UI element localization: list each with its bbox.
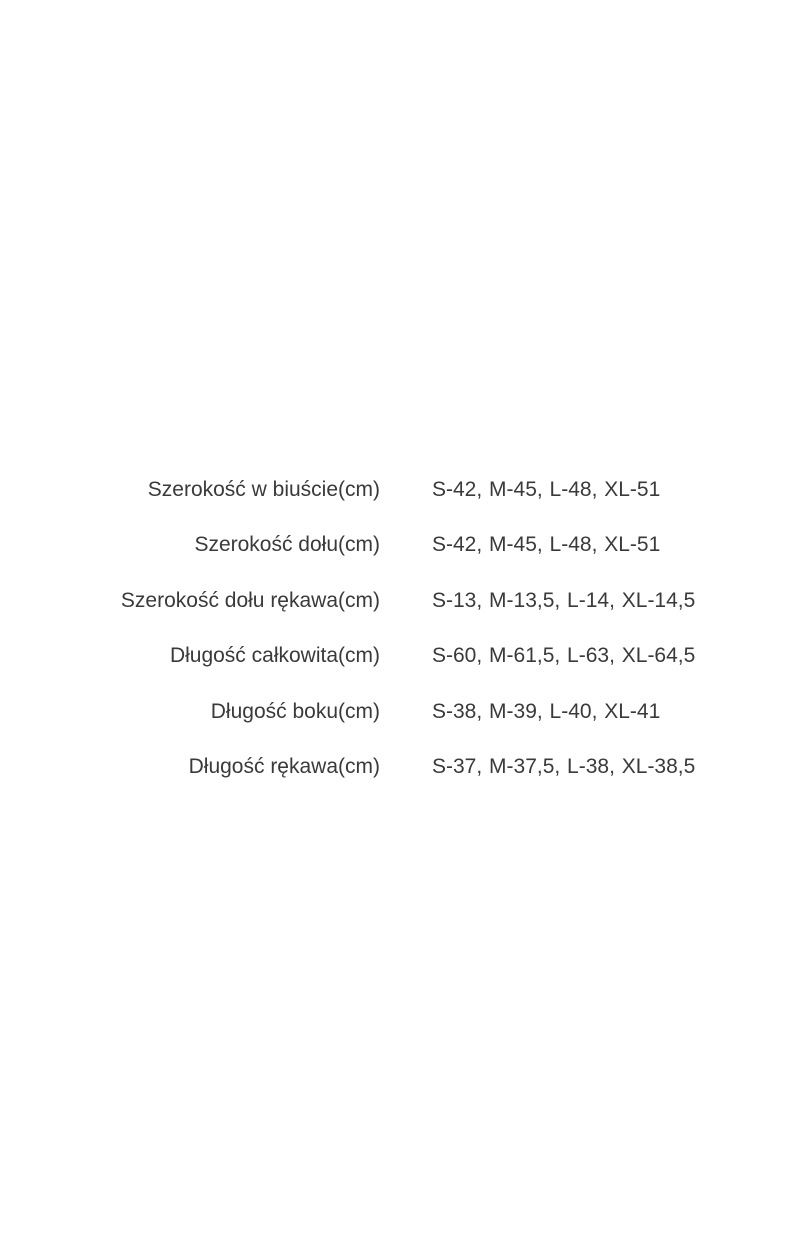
size-row-label: Długość boku(cm) (210, 699, 380, 723)
size-row-values: S-42, M-45, L-48, XL-51 (432, 533, 661, 557)
size-row-values: S-60, M-61,5, L-63, XL-64,5 (432, 644, 696, 668)
size-row-side-length (0, 692, 810, 747)
size-row-label: Długość całkowita(cm) (169, 644, 380, 668)
size-row-total-length (0, 636, 810, 691)
size-row-label: Szerokość dołu rękawa(cm) (120, 588, 380, 612)
size-row-sleeve-length (0, 747, 810, 802)
size-row-values: S-13, M-13,5, L-14, XL-14,5 (432, 588, 696, 612)
size-row-label: Długość rękawa(cm) (188, 754, 380, 778)
size-row-label: Szerokość dołu(cm) (194, 533, 380, 557)
size-row-sleeve-bottom-width (0, 581, 810, 636)
size-row-label: Szerokość w biuście(cm) (147, 478, 380, 501)
size-row-bust-width (0, 470, 810, 525)
size-row-values: S-42, M-45, L-48, XL-51 (432, 478, 661, 501)
size-row-values: S-37, M-37,5, L-38, XL-38,5 (432, 754, 696, 778)
size-chart-table (0, 470, 810, 802)
size-row-values: S-38, M-39, L-40, XL-41 (432, 699, 661, 723)
size-row-bottom-width (0, 525, 810, 580)
